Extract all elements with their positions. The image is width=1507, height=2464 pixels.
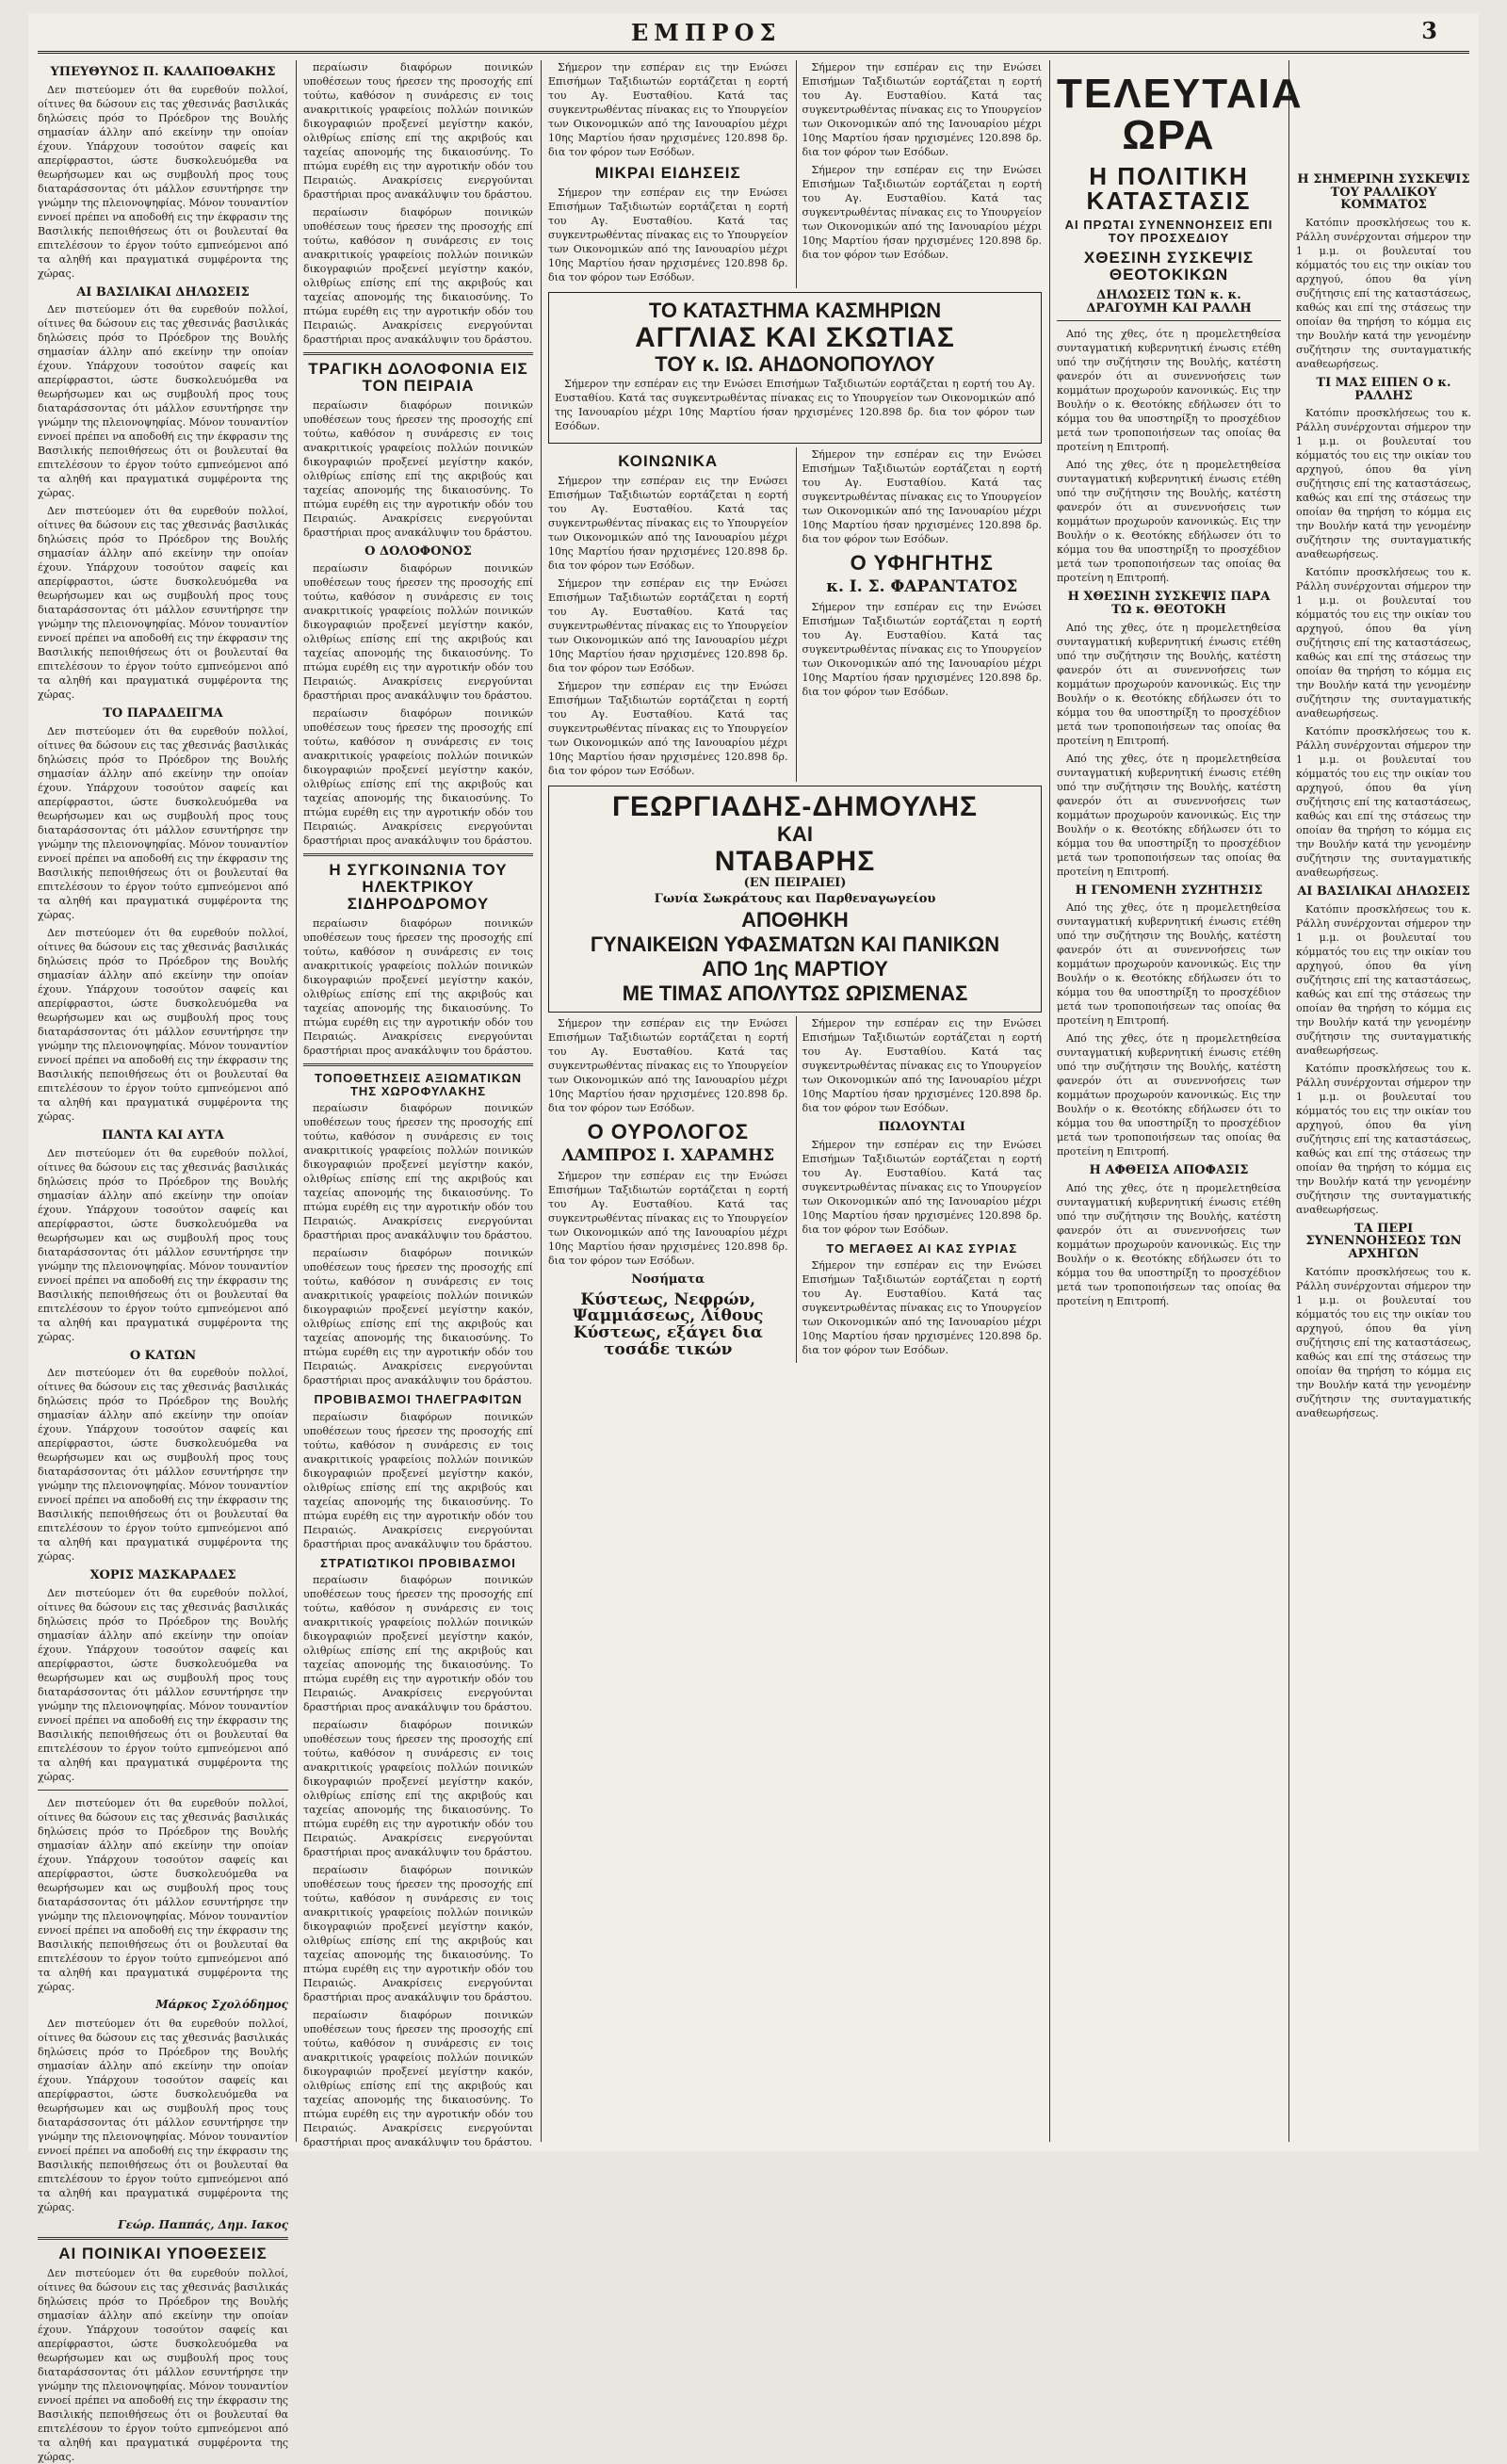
section-heading: Η ΑΦΘΕΙΣΑ ΑΠΟΦΑΣΙΣ: [1089, 1163, 1249, 1178]
ad-text: Σήμερον την εσπέραν εις την Ενώσει Επισήμων Ταξιδιωτών εορτάζεται η εορτή του Αγ. Ευσταθίου. Κατά τας συγκεντρωθέντας πίνακας εις το Υπουργείον των Οικονομικών από της Ιανουαρίου μέχρι 10ης Μαρτίου ήσαν ηρχισμένες 120.898 δρ. δια τον φόρον των Εσόδων.: [555, 378, 1035, 433]
article-text: περαίωσιν διαφόρων ποινικών υποθέσεων τους ήρεσεν της προσοχής επί τούτω, καθόσον η συνάρεσις εν τοις ανακριτικοίς γραφείοις πολλών ποινικών δικογραφιών προξενεί μεγίστην κακόν, ολιθρίως επίσης επί της ακριβούς και ταχείας απονομής της δικαιοσύνης. Το πτώμα ευρέθη εις την αγροτικήν οδόν του Πειραιώς. Ανακρίσεις ενεργούνται δραστήριαι προς ανακάλυψιν του δράστου.: [303, 2009, 533, 2149]
section-heading: Η ΓΕΝΟΜΕΝΗ ΣΥΖΗΤΗΣΙΣ: [1075, 883, 1263, 898]
subheadline: ΔΗΛΩΣΕΙΣ ΤΩΝ κ. κ. ΔΡΑΓΟΥΜΗ ΚΑΙ ΡΑΛΛΗ: [1086, 287, 1252, 316]
article-text: Σήμερον την εσπέραν εις την Ενώσει Επισήμων Ταξιδιωτών εορτάζεται η εορτή του Αγ. Ευσταθίου. Κατά τας συγκεντρωθέντας πίνακας εις το Υπουργείον των Οικονομικών από της Ιανουαρίου μέχρι 10ης Μαρτίου ήσαν ηρχισμένες 120.898 δρ. δια τον φόρον των Εσόδων.: [802, 448, 1042, 546]
article-text: Σήμερον την εσπέραν εις την Ενώσει Επισήμων Ταξιδιωτών εορτάζεται η εορτή του Αγ. Ευσταθίου. Κατά τας συγκεντρωθέντας πίνακας εις το Υπουργείον των Οικονομικών από της Ιανουαρίου μέχρι 10ης Μαρτίου ήσαν ηρχισμένες 120.898 δρ. δια τον φόρον των Εσόδων.: [802, 1259, 1042, 1357]
news-left: [548, 60, 788, 288]
article-text: Κατόπιν προσκλήσεως του κ. Ράλλη συνέρχονται σήμερον την 1 μ.μ. οι βουλευταί του κόμματός του εις την οικίαν του αρχηγού, όπου θα γίνη συζήτησις επί της καταστάσεως, καθώς και επί της στάσεως την οποίαν θα τηρήση το κόμμα εις την Βουλήν κατά την γενομένην συζήτησιν της συνταγματικής αναθεωρήσεως.: [1296, 216, 1471, 370]
article-text: Σήμερον την εσπέραν εις την Ενώσει Επισήμων Ταξιδιωτών εορτάζεται η εορτή του Αγ. Ευσταθίου. Κατά τας συγκεντρωθέντας πίνακας εις το Υπουργείον των Οικονομικών από της Ιανουαρίου μέχρι 10ης Μαρτίου ήσαν ηρχισμένες 120.898 δρ. δια τον φόρον των Εσόδων.: [548, 577, 788, 675]
masthead-rule: [38, 51, 1469, 54]
column-2: [303, 60, 533, 2149]
article-text: Σήμερον την εσπέραν εις την Ενώσει Επισήμων Ταξιδιωτών εορτάζεται η εορτή του Αγ. Ευσταθίου. Κατά τας συγκεντρωθέντας πίνακας εις το Υπουργείον των Οικονομικών από της Ιανουαρίου μέχρι 10ης Μαρτίου ήσαν ηρχισμένες 120.898 δρ. δια τον φόρον των Εσόδων.: [548, 680, 788, 778]
bottom-row: [548, 1016, 1042, 1363]
section-heading: Ο ΚΑΤΩΝ: [129, 1348, 197, 1363]
article-text: Δεν πιστεύομεν ότι θα ευρεθούν πολλοί, οίτινες θα δώσουν εις τας χθεσινάς βασιλικάς δηλώσεις πρόσ το Πρόεδρον της Βουλής σημασίαν άλλην από εκείνην την οποίαν έχουν. Υπάρχουν τοσούτον σαφείς και απερίφραστοι, ώστε δυσκολευόμεθα να θεωρήσωμεν και ως συμβουλή προς τους διαταράσσοντας ότι μάλλον εσυντήρησε την γνώμην της πλειονοψηφίας. Μόνον τουναντίον εννοεί πρέπει να αποδοθή εις την έκφρασιν της Βασιλικής πεποιθήσεως ότι οι βουλευταί θα επιτελέσουν το έργον τούτο εμπνεόμενοι από τα αληθή και πραγματικά συμφέροντα της χώρας.: [38, 1796, 288, 1993]
misc-column: [796, 1016, 1043, 1363]
article-text: περαίωσιν διαφόρων ποινικών υποθέσεων τους ήρεσεν της προσοχής επί τούτω, καθόσον η συνάρεσις εν τοις ανακριτικοίς γραφείοις πολλών ποινικών δικογραφιών προξενεί μεγίστην κακόν, ολιθρίως επίσης επί της ακριβούς και ταχείας απονομής της δικαιοσύνης. Το πτώμα ευρέθη εις την αγροτικήν οδόν του Πειραιώς. Ανακρίσεις ενεργούνται δραστήριαι προς ανακάλυψιν του δράστου.: [303, 398, 533, 539]
advertisement-kasmiria: [548, 292, 1042, 445]
divider: [303, 1063, 533, 1066]
section-heading: ΤΟΠΟΘΕΤΗΣΕΙΣ ΑΞΙΩΜΑΤΙΚΩΝ ΤΗΣ ΧΩΡΟΦΥΛΑΚΗΣ: [314, 1070, 523, 1098]
article-text: Κατόπιν προσκλήσεως του κ. Ράλλη συνέρχονται σήμερον την 1 μ.μ. οι βουλευταί του κόμματός του εις την οικίαν του αρχηγού, όπου θα γίνη συζήτησις επί της καταστάσεως, καθώς και επί της στάσεως την οποίαν θα τηρήση το κόμμα εις την Βουλήν κατά την γενομένην συζήτησιν της συνταγματικής αναθεωρήσεως.: [1296, 1062, 1471, 1216]
divider: [303, 352, 533, 355]
ad-title: ΤΟΥ κ. ΙΩ. ΑΗΔΟΝΟΠΟΥΛΟΥ: [655, 352, 935, 377]
article-text: Σήμερον την εσπέραν εις την Ενώσει Επισήμων Ταξιδιωτών εορτάζεται η εορτή του Αγ. Ευσταθίου. Κατά τας συγκεντρωθέντας πίνακας εις το Υπουργείον των Οικονομικών από της Ιανουαρίου μέχρι 10ης Μαρτίου ήσαν ηρχισμένες 120.898 δρ. δια τον φόρον των Εσόδων.: [802, 61, 1042, 158]
article-text: περαίωσιν διαφόρων ποινικών υποθέσεων τους ήρεσεν της προσοχής επί τούτω, καθόσον η συνάρεσις εν τοις ανακριτικοίς γραφείοις πολλών ποινικών δικογραφιών προξενεί μεγίστην κακόν, ολιθρίως επίσης επί της ακριβούς και ταχείας απονομής της δικαιοσύνης. Το πτώμα ευρέθη εις την αγροτικήν οδόν του Πειραιώς. Ανακρίσεις ενεργούνται δραστήριαι προς ανακάλυψιν του δράστου.: [303, 707, 533, 848]
article-text: Κατόπιν προσκλήσεως του κ. Ράλλη συνέρχονται σήμερον την 1 μ.μ. οι βουλευταί του κόμματός του εις την οικίαν του αρχηγού, όπου θα γίνη συζήτησις επί της καταστάσεως, καθώς και επί της στάσεως την οποίαν θα τηρήση το κόμμα εις την Βουλήν κατά την γενομένην συζήτησιν της συνταγματικής αναθεωρήσεως.: [1296, 566, 1471, 721]
article-text: περαίωσιν διαφόρων ποινικών υποθέσεων τους ήρεσεν της προσοχής επί τούτω, καθόσον η συνάρεσις εν τοις ανακριτικοίς γραφείοις πολλών ποινικών δικογραφιών προξενεί μεγίστην κακόν, ολιθρίως επίσης επί της ακριβούς και ταχείας απονομής της δικαιοσύνης. Το πτώμα ευρέθη εις την αγροτικήν οδόν του Πειραιώς. Ανακρίσεις ενεργούνται δραστήριαι προς ανακάλυψιν του δράστου.: [303, 1864, 533, 2004]
section-heading: ΤΙ ΜΑΣ ΕΙΠΕΝ Ο κ. ΡΑΛΛΗΣ: [1316, 375, 1451, 403]
article-text: περαίωσιν διαφόρων ποινικών υποθέσεων τους ήρεσεν της προσοχής επί τούτω, καθόσον η συνάρεσις εν τοις ανακριτικοίς γραφείοις πολλών ποινικών δικογραφιών προξενεί μεγίστην κακόν, ολιθρίως επίσης επί της ακριβούς και ταχείας απονομής της δικαιοσύνης. Το πτώμα ευρέθη εις την αγροτικήν οδόν του Πειραιώς. Ανακρίσεις ενεργούνται δραστήριαι προς ανακάλυψιν του δράστου.: [303, 1102, 533, 1242]
section-heading: ΤΑ ΠΕΡΙ ΣΥΝΕΝΝΟΗΣΕΩΣ ΤΩΝ ΑΡΧΗΓΩΝ: [1305, 1221, 1462, 1262]
article-text: Δεν πιστεύομεν ότι θα ευρεθούν πολλοί, οίτινες θα δώσουν εις τας χθεσινάς βασιλικάς δηλώσεις πρόσ το Πρόεδρον της Βουλής σημασίαν άλλην από εκείνην την οποίαν έχουν. Υπάρχουν τοσούτον σαφείς και απερίφραστοι, ώστε δυσκολευόμεθα να θεωρήσωμεν και ως συμβουλή προς τους διαταράσσοντας ότι μάλλον εσυντήρησε την γνώμην της πλειονοψηφίας. Μόνον τουναντίον εννοεί πρέπει να αποδοθή εις την έκφρασιν της Βασιλικής πεποιθήσεως ότι οι βουλευταί θα επιτελέσουν το έργον τούτο εμπνεόμενοι από τα αληθή και πραγματικά συμφέροντα της χώρας.: [38, 724, 288, 921]
section-heading: ΑΙ ΠΟΙΝΙΚΑΙ ΥΠΟΘΕΣΕΙΣ: [58, 2244, 267, 2262]
article-text: περαίωσιν διαφόρων ποινικών υποθέσεων τους ήρεσεν της προσοχής επί τούτω, καθόσον η συνάρεσις εν τοις ανακριτικοίς γραφείοις πολλών ποινικών δικογραφιών προξενεί μεγίστην κακόν, ολιθρίως επίσης επί της ακριβούς και ταχείας απονομής της δικαιοσύνης. Το πτώμα ευρέθη εις την αγροτικήν οδόν του Πειραιώς. Ανακρίσεις ενεργούνται δραστήριαι προς ανακάλυψιν του δράστου.: [303, 562, 533, 703]
column-rule: [296, 60, 297, 2142]
section-heading: ΑΙ ΒΑΣΙΛΙΚΑΙ ΔΗΛΩΣΕΙΣ: [1297, 884, 1470, 900]
ad-title: ΤΟ ΜΕΓΑΘΕΣ ΑΙ ΚΑΣ ΣΥΡΙΑΣ: [826, 1240, 1018, 1256]
article-text: Από της χθες, ότε η προμελετηθείσα συνταγματική κυβερνητική ένωσις ετέθη υπό την συζήτησιν της Βουλής, κατέστη φανερόν ότι αι συνεννοήσεις των κομμάτων προχωρούν κανονικώς. Εις την Βουλήν ο κ. Θεοτόκης εδήλωσεν ότι το κόμμα του θα υποστηρίξη το προσχέδιον μετά των τροποποιήσεων τας οποίας θα προτείνη η Επιτροπή.: [1057, 328, 1281, 454]
ad-title: ΓΥΝΑΙΚΕΙΩΝ ΥΦΑΣΜΑΤΩΝ ΚΑΙ ΠΑΝΙΚΩΝ: [590, 932, 1000, 956]
section-heading: ΜΙΚΡΑΙ ΕΙΔΗΣΕΙΣ: [594, 164, 741, 182]
section-heading: ΣΤΡΑΤΙΩΤΙΚΟΙ ΠΡΟΒΙΒΑΣΜΟΙ: [320, 1555, 516, 1570]
article-text: Κατόπιν προσκλήσεως του κ. Ράλλη συνέρχονται σήμερον την 1 μ.μ. οι βουλευταί του κόμματός του εις την οικίαν του αρχηγού, όπου θα γίνη συζήτησις επί της καταστάσεως, καθώς και επί της στάσεως την οποίαν θα τηρήση το κόμμα εις την Βουλήν κατά την γενομένην συζήτησιν της συνταγματικής αναθεωρήσεως.: [1296, 902, 1471, 1057]
divider: [1057, 320, 1281, 321]
section-heading: ΑΙ ΒΑΣΙΛΙΚΑΙ ΔΗΛΩΣΕΙΣ: [76, 284, 250, 300]
article-text: Από της χθες, ότε η προμελετηθείσα συνταγματική κυβερνητική ένωσις ετέθη υπό την συζήτησιν της Βουλής, κατέστη φανερόν ότι αι συνεννοήσεις των κομμάτων προχωρούν κανονικώς. Εις την Βουλήν ο κ. Θεοτόκης εδήλωσεν ότι το κόμμα του θα υποστηρίξη το προσχέδιον μετά των τροποποιήσεων τας οποίας θα προτείνη η Επιτροπή.: [1057, 752, 1281, 878]
article-text: Κατόπιν προσκλήσεως του κ. Ράλλη συνέρχονται σήμερον την 1 μ.μ. οι βουλευταί του κόμματός του εις την οικίαν του αρχηγού, όπου θα γίνη συζήτησις επί της καταστάσεως, καθώς και επί της στάσεως την οποίαν θα τηρήση το κόμμα εις την Βουλήν κατά την γενομένην συζήτησιν της συνταγματικής αναθεωρήσεως.: [1296, 407, 1471, 561]
article-text: Σήμερον την εσπέραν εις την Ενώσει Επισήμων Ταξιδιωτών εορτάζεται η εορτή του Αγ. Ευσταθίου. Κατά τας συγκεντρωθέντας πίνακας εις το Υπουργείον των Οικονομικών από της Ιανουαρίου μέχρι 10ης Μαρτίου ήσαν ηρχισμένες 120.898 δρ. δια τον φόρον των Εσόδων.: [548, 475, 788, 573]
urologist-column: [548, 1016, 788, 1363]
column-rule: [1288, 60, 1289, 2142]
doctor-column: [796, 447, 1043, 782]
article-text: περαίωσιν διαφόρων ποινικών υποθέσεων τους ήρεσεν της προσοχής επί τούτω, καθόσον η συνάρεσις εν τοις ανακριτικοίς γραφείοις πολλών ποινικών δικογραφιών προξενεί μεγίστην κακόν, ολιθρίως επίσης επί της ακριβούς και ταχείας απονομής της δικαιοσύνης. Το πτώμα ευρέθη εις την αγροτικήν οδόν του Πειραιώς. Ανακρίσεις ενεργούνται δραστήριαι προς ανακάλυψιν του δράστου.: [303, 1719, 533, 1859]
article-text: Από της χθες, ότε η προμελετηθείσα συνταγματική κυβερνητική ένωσις ετέθη υπό την συζήτησιν της Βουλής, κατέστη φανερόν ότι αι συνεννοήσεις των κομμάτων προχωρούν κανονικώς. Εις την Βουλήν ο κ. Θεοτόκης εδήλωσεν ότι το κόμμα του θα υποστηρίξη το προσχέδιον μετά των τροποποιήσεων τας οποίας θα προτείνη η Επιτροπή.: [1057, 621, 1281, 747]
section-heading: ΧΟΡΙΣ ΜΑΣΚΑΡΑΔΕΣ: [89, 1568, 236, 1583]
article-text: Κατόπιν προσκλήσεως του κ. Ράλλη συνέρχονται σήμερον την 1 μ.μ. οι βουλευταί του κόμματός του εις την οικίαν του αρχηγού, όπου θα γίνη συζήτησις επί της καταστάσεως, καθώς και επί της στάσεως την οποίαν θα τηρήση το κόμμα εις την Βουλήν κατά την γενομένην συζήτησιν της συνταγματικής αναθεωρήσεως.: [1296, 725, 1471, 880]
subheadline: ΧΘΕΣΙΝΗ ΣΥΣΚΕΨΙΣ ΘΕΟΤΟΚΙΚΩΝ: [1083, 249, 1255, 284]
ad-line: Νοσήματα: [631, 1272, 705, 1287]
ad-title: ΑΠΟΘΗΚΗ: [741, 907, 849, 932]
ad-name: κ. Ι. Σ. ΦΑΡΑΝΤΑΤΟΣ: [826, 577, 1018, 597]
article-text: περαίωσιν διαφόρων ποινικών υποθέσεων τους ήρεσεν της προσοχής επί τούτω, καθόσον η συνάρεσις εν τοις ανακριτικοίς γραφείοις πολλών ποινικών δικογραφιών προξενεί μεγίστην κακόν, ολιθρίως επίσης επί της ακριβούς και ταχείας απονομής της δικαιοσύνης. Το πτώμα ευρέθη εις την αγροτικήν οδόν του Πειραιώς. Ανακρίσεις ενεργούνται δραστήριαι προς ανακάλυψιν του δράστου.: [303, 61, 533, 201]
ad-line: ΠΩΛΟΥΝΤΑΙ: [878, 1119, 965, 1134]
subheading: Ο ΔΟΛΟΦΟΝΟΣ: [365, 543, 472, 559]
article-text: Από της χθες, ότε η προμελετηθείσα συνταγματική κυβερνητική ένωσις ετέθη υπό την συζήτησιν της Βουλής, κατέστη φανερόν ότι αι συνεννοήσεις των κομμάτων προχωρούν κανονικώς. Εις την Βουλήν ο κ. Θεοτόκης εδήλωσεν ότι το κόμμα του θα υποστηρίξη το προσχέδιον μετά των τροποποιήσεων τας οποίας θα προτείνη η Επιτροπή.: [1057, 1032, 1281, 1159]
article-text: Κατόπιν προσκλήσεως του κ. Ράλλη συνέρχονται σήμερον την 1 μ.μ. οι βουλευταί του κόμματός του εις την οικίαν του αρχηγού, όπου θα γίνη συζήτησις επί της καταστάσεως, καθώς και επί της στάσεως την οποίαν θα τηρήση το κόμμα εις την Βουλήν κατά την γενομένην συζήτησιν της συνταγματικής αναθεωρήσεως.: [1296, 1265, 1471, 1419]
newspaper-name: ΕΜΠΡΟΣ: [631, 19, 782, 46]
social-column: [548, 447, 788, 782]
signature: Γεώρ. Παππάς, Δημ. Ιακος: [118, 2217, 288, 2231]
headline: Η ΠΟΛΙΤΙΚΗ ΚΑΤΑΣΤΑΣΙΣ: [1086, 162, 1252, 215]
article-text: Δεν πιστεύομεν ότι θα ευρεθούν πολλοί, οίτινες θα δώσουν εις τας χθεσινάς βασιλικάς δηλώσεις πρόσ το Πρόεδρον της Βουλής σημασίαν άλλην από εκείνην την οποίαν έχουν. Υπάρχουν τοσούτον σαφείς και απερίφραστοι, ώστε δυσκολευόμεθα να θεωρήσωμεν και ως συμβουλή προς τους διαταράσσοντας ότι μάλλον εσυντήρησε την γνώμην της πλειονοψηφίας. Μόνον τουναντίον εννοεί πρέπει να αποδοθή εις την έκφρασιν της Βασιλικής πεποιθήσεως ότι οι βουλευταί θα επιτελέσουν το έργον τούτο εμπνεόμενοι από τα αληθή και πραγματικά συμφέροντα της χώρας.: [38, 505, 288, 702]
article-text: Δεν πιστεύομεν ότι θα ευρεθούν πολλοί, οίτινες θα δώσουν εις τας χθεσινάς βασιλικάς δηλώσεις πρόσ το Πρόεδρον της Βουλής σημασίαν άλλην από εκείνην την οποίαν έχουν. Υπάρχουν τοσούτον σαφείς και απερίφραστοι, ώστε δυσκολευόμεθα να θεωρήσωμεν και ως συμβουλή προς τους διαταράσσοντας ότι μάλλον εσυντήρησε την γνώμην της πλειονοψηφίας. Μόνον τουναντίον εννοεί πρέπει να αποδοθή εις την έκφρασιν της Βασιλικής πεποιθήσεως ότι οι βουλευταί θα επιτελέσουν το έργον τούτο εμπνεόμενοι από τα αληθή και πραγματικά συμφέροντα της χώρας.: [38, 1586, 288, 1783]
section-heading: ΠΑΝΤΑ ΚΑΙ ΑΥΤΑ: [102, 1127, 224, 1143]
advertisement-georgiadis: [548, 786, 1042, 1013]
editor-line: ΥΠΕΥΘΥΝΟΣ Π. ΚΑΛΑΠΟΘΑΚΗΣ: [50, 65, 276, 79]
column-5: [1057, 60, 1304, 2142]
article-text: περαίωσιν διαφόρων ποινικών υποθέσεων τους ήρεσεν της προσοχής επί τούτω, καθόσον η συνάρεσις εν τοις ανακριτικοίς γραφείοις πολλών ποινικών δικογραφιών προξενεί μεγίστην κακόν, ολιθρίως επίσης επί της ακριβούς και ταχείας απονομής της δικαιοσύνης. Το πτώμα ευρέθη εις την αγροτικήν οδόν του Πειραιώς. Ανακρίσεις ενεργούνται δραστήριαι προς ανακάλυψιν του δράστου.: [303, 1247, 533, 1387]
divider: [38, 1790, 288, 1791]
news-row: [548, 60, 1042, 288]
article-text: Από της χθες, ότε η προμελετηθείσα συνταγματική κυβερνητική ένωσις ετέθη υπό την συζήτησιν της Βουλής, κατέστη φανερόν ότι αι συνεννοήσεις των κομμάτων προχωρούν κανονικώς. Εις την Βουλήν ο κ. Θεοτόκης εδήλωσεν ότι το κόμμα του θα υποστηρίξη το προσχέδιον μετά των τροποποιήσεων τας οποίας θα προτείνη η Επιτροπή.: [1057, 459, 1281, 585]
social-row: [548, 447, 1042, 782]
ad-name: ΛΑΜΠΡΟΣ Ι. ΧΑΡΑΜΗΣ: [561, 1146, 775, 1166]
article-text: Δεν πιστεύομεν ότι θα ευρεθούν πολλοί, οίτινες θα δώσουν εις τας χθεσινάς βασιλικάς δηλώσεις πρόσ το Πρόεδρον της Βουλής σημασίαν άλλην από εκείνην την οποίαν έχουν. Υπάρχουν τοσούτον σαφείς και απερίφραστοι, ώστε δυσκολευόμεθα να θεωρήσωμεν και ως συμβουλή προς τους διαταράσσοντας ότι μάλλον εσυντήρησε την γνώμην της πλειονοψηφίας. Μόνον τουναντίον εννοεί πρέπει να αποδοθή εις την έκφρασιν της Βασιλικής πεποιθήσεως ότι οι βουλευταί θα επιτελέσουν το έργον τούτο εμπνεόμενοι από τα αληθή και πραγματικά συμφέροντα της χώρας.: [38, 1367, 288, 1564]
article-text: Δεν πιστεύομεν ότι θα ευρεθούν πολλοί, οίτινες θα δώσουν εις τας χθεσινάς βασιλικάς δηλώσεις πρόσ το Πρόεδρον της Βουλής σημασίαν άλλην από εκείνην την οποίαν έχουν. Υπάρχουν τοσούτον σαφείς και απερίφραστοι, ώστε δυσκολευόμεθα να θεωρήσωμεν και ως συμβουλή προς τους διαταράσσοντας ότι μάλλον εσυντήρησε την γνώμην της πλειονοψηφίας. Μόνον τουναντίον εννοεί πρέπει να αποδοθή εις την έκφρασιν της Βασιλικής πεποιθήσεως ότι οι βουλευταί θα επιτελέσουν το έργον τούτο εμπνεόμενοι από τα αληθή και πραγματικά συμφέροντα της χώρας.: [38, 303, 288, 500]
page-number: 3: [1421, 17, 1437, 44]
article-text: περαίωσιν διαφόρων ποινικών υποθέσεων τους ήρεσεν της προσοχής επί τούτω, καθόσον η συνάρεσις εν τοις ανακριτικοίς γραφείοις πολλών ποινικών δικογραφιών προξενεί μεγίστην κακόν, ολιθρίως επίσης επί της ακριβούς και ταχείας απονομής της δικαιοσύνης. Το πτώμα ευρέθη εις την αγροτικήν οδόν του Πειραιώς. Ανακρίσεις ενεργούνται δραστήριαι προς ανακάλυψιν του δράστου.: [303, 1574, 533, 1714]
column-6: [1296, 60, 1471, 2142]
article-text: Σήμερον την εσπέραν εις την Ενώσει Επισήμων Ταξιδιωτών εορτάζεται η εορτή του Αγ. Ευσταθίου. Κατά τας συγκεντρωθέντας πίνακας εις το Υπουργείον των Οικονομικών από της Ιανουαρίου μέχρι 10ης Μαρτίου ήσαν ηρχισμένες 120.898 δρ. δια τον φόρον των Εσόδων.: [802, 601, 1042, 699]
divider: [38, 2237, 288, 2240]
section-heading: ΚΟΙΝΩΝΙΚΑ: [618, 452, 719, 471]
column-rule: [1049, 60, 1050, 2142]
ad-title: ΓΕΩΡΓΙΑΔΗΣ-ΔΗΜΟΥΛΗΣ: [611, 791, 979, 823]
article-text: Σήμερον την εσπέραν εις την Ενώσει Επισήμων Ταξιδιωτών εορτάζεται η εορτή του Αγ. Ευσταθίου. Κατά τας συγκεντρωθέντας πίνακας εις το Υπουργείον των Οικονομικών από της Ιανουαρίου μέχρι 10ης Μαρτίου ήσαν ηρχισμένες 120.898 δρ. δια τον φόρον των Εσόδων.: [548, 61, 788, 158]
article-text: Από της χθες, ότε η προμελετηθείσα συνταγματική κυβερνητική ένωσις ετέθη υπό την συζήτησιν της Βουλής, κατέστη φανερόν ότι αι συνεννοήσεις των κομμάτων προχωρούν κανονικώς. Εις την Βουλήν ο κ. Θεοτόκης εδήλωσεν ότι το κόμμα του θα υποστηρίξη το προσχέδιον μετά των τροποποιήσεων τας οποίας θα προτείνη η Επιτροπή.: [1057, 901, 1281, 1028]
news-right: [796, 60, 1043, 288]
ad-text: Σήμερον την εσπέραν εις την Ενώσει Επισήμων Ταξιδιωτών εορτάζεται η εορτή του Αγ. Ευσταθίου. Κατά τας συγκεντρωθέντας πίνακας εις το Υπουργείον των Οικονομικών από της Ιανουαρίου μέχρι 10ης Μαρτίου ήσαν ηρχισμένες 120.898 δρ. δια τον φόρον των Εσόδων.: [548, 1169, 788, 1267]
article-text: Δεν πιστεύομεν ότι θα ευρεθούν πολλοί, οίτινες θα δώσουν εις τας χθεσινάς βασιλικάς δηλώσεις πρόσ το Πρόεδρον της Βουλής σημασίαν άλλην από εκείνην την οποίαν έχουν. Υπάρχουν τοσούτον σαφείς και απερίφραστοι, ώστε δυσκολευόμεθα να θεωρήσωμεν και ως συμβουλή προς τους διαταράσσοντας ότι μάλλον εσυντήρησε την γνώμην της πλειονοψηφίας. Μόνον τουναντίον εννοεί πρέπει να αποδοθή εις την έκφρασιν της Βασιλικής πεποιθήσεως ότι οι βουλευταί θα επιτελέσουν το έργον τούτο εμπνεόμενοι από τα αληθή και πραγματικά συμφέροντα της χώρας.: [38, 2266, 288, 2463]
newspaper-page: [28, 13, 1479, 2463]
section-heading: Η ΣΥΓΚΟΙΝΩΝΙΑ ΤΟΥ ΗΛΕΚΤΡΙΚΟΥ ΣΙΔΗΡΟΔΡΟΜΟΥ: [329, 861, 508, 914]
headline: ΤΕΛΕΥΤΑΙΑ ΩΡΑ: [1057, 71, 1304, 158]
subheadline: ΑΙ ΠΡΩΤΑΙ ΣΥΝΕΝΝΟΗΣΕΙΣ ΕΠΙ ΤΟΥ ΠΡΟΣΧΕΔΙΟΥ: [1064, 218, 1273, 245]
columns-3-4: [548, 60, 1042, 2142]
article-text: περαίωσιν διαφόρων ποινικών υποθέσεων τους ήρεσεν της προσοχής επί τούτω, καθόσον η συνάρεσις εν τοις ανακριτικοίς γραφείοις πολλών ποινικών δικογραφιών προξενεί μεγίστην κακόν, ολιθρίως επίσης επί της ακριβούς και ταχείας απονομής της δικαιοσύνης. Το πτώμα ευρέθη εις την αγροτικήν οδόν του Πειραιώς. Ανακρίσεις ενεργούνται δραστήριαι προς ανακάλυψιν του δράστου.: [303, 206, 533, 346]
ad-title: ΜΕ ΤΙΜΑΣ ΑΠΟΛΥΤΩΣ ΩΡΙΣΜΕΝΑΣ: [622, 981, 968, 1005]
section-heading: ΤΡΑΓΙΚΗ ΔΟΛΟΦΟΝΙΑ ΕΙΣ ΤΟΝ ΠΕΙΡΑΙΑ: [308, 360, 528, 395]
ad-title: Ο ΥΦΗΓΗΤΗΣ: [850, 551, 994, 575]
ad-title: ΤΟ ΚΑΤΑΣΤΗΜΑ ΚΑΣΜΗΡΙΩΝ: [648, 298, 942, 322]
ad-title: ΑΓΓΛΙΑΣ ΚΑΙ ΣΚΩΤΙΑΣ: [635, 321, 955, 353]
article-text: Σήμερον την εσπέραν εις την Ενώσει Επισήμων Ταξιδιωτών εορτάζεται η εορτή του Αγ. Ευσταθίου. Κατά τας συγκεντρωθέντας πίνακας εις το Υπουργείον των Οικονομικών από της Ιανουαρίου μέχρι 10ης Μαρτίου ήσαν ηρχισμένες 120.898 δρ. δια τον φόρον των Εσόδων.: [548, 186, 788, 284]
section-heading: ΤΟ ΠΑΡΑΔΕΙΓΜΑ: [103, 706, 223, 721]
section-heading: ΠΡΟΒΙΒΑΣΜΟΙ ΤΗΛΕΓΡΑΦΙΤΩΝ: [314, 1392, 523, 1407]
masthead: [28, 13, 1479, 53]
signature: Μάρκος Σχολόδημος: [155, 1997, 288, 2011]
article-text: Δεν πιστεύομεν ότι θα ευρεθούν πολλοί, οίτινες θα δώσουν εις τας χθεσινάς βασιλικάς δηλώσεις πρόσ το Πρόεδρον της Βουλής σημασίαν άλλην από εκείνην την οποίαν έχουν. Υπάρχουν τοσούτον σαφείς και απερίφραστοι, ώστε δυσκολευόμεθα να θεωρήσωμεν και ως συμβουλή προς τους διαταράσσοντας ότι μάλλον εσυντήρησε την γνώμην της πλειονοψηφίας. Μόνον τουναντίον εννοεί πρέπει να αποδοθή εις την έκφρασιν της Βασιλικής πεποιθήσεως ότι οι βουλευταί θα επιτελέσουν το έργον τούτο εμπνεόμενοι από τα αληθή και πραγματικά συμφέροντα της χώρας.: [38, 1146, 288, 1343]
ad-title: ΚΑΙ: [777, 821, 813, 846]
column-rule: [541, 60, 542, 2142]
article-text: Σήμερον την εσπέραν εις την Ενώσει Επισήμων Ταξιδιωτών εορτάζεται η εορτή του Αγ. Ευσταθίου. Κατά τας συγκεντρωθέντας πίνακας εις το Υπουργείον των Οικονομικών από της Ιανουαρίου μέχρι 10ης Μαρτίου ήσαν ηρχισμένες 120.898 δρ. δια τον φόρον των Εσόδων.: [802, 1016, 1042, 1114]
column-1: [38, 60, 288, 2463]
divider: [303, 853, 533, 856]
article-text: Σήμερον την εσπέραν εις την Ενώσει Επισήμων Ταξιδιωτών εορτάζεται η εορτή του Αγ. Ευσταθίου. Κατά τας συγκεντρωθέντας πίνακας εις το Υπουργείον των Οικονομικών από της Ιανουαρίου μέχρι 10ης Μαρτίου ήσαν ηρχισμένες 120.898 δρ. δια τον φόρον των Εσόδων.: [548, 1016, 788, 1114]
section-heading: Η ΧΘΕΣΙΝΗ ΣΥΣΚΕΨΙΣ ΠΑΡΑ ΤΩ κ. ΘΕΟΤΟΚΗ: [1067, 590, 1271, 617]
ad-title: ΑΠΟ 1ης ΜΑΡΤΙΟΥ: [702, 956, 888, 981]
article-text: Δεν πιστεύομεν ότι θα ευρεθούν πολλοί, οίτινες θα δώσουν εις τας χθεσινάς βασιλικάς δηλώσεις πρόσ το Πρόεδρον της Βουλής σημασίαν άλλην από εκείνην την οποίαν έχουν. Υπάρχουν τοσούτον σαφείς και απερίφραστοι, ώστε δυσκολευόμεθα να θεωρήσωμεν και ως συμβουλή προς τους διαταράσσοντας ότι μάλλον εσυντήρησε την γνώμην της πλειονοψηφίας. Μόνον τουναντίον εννοεί πρέπει να αποδοθή εις την έκφρασιν της Βασιλικής πεποιθήσεως ότι οι βουλευταί θα επιτελέσουν το έργον τούτο εμπνεόμενοι από τα αληθή και πραγματικά συμφέροντα της χώρας.: [38, 83, 288, 280]
article-text: Δεν πιστεύομεν ότι θα ευρεθούν πολλοί, οίτινες θα δώσουν εις τας χθεσινάς βασιλικάς δηλώσεις πρόσ το Πρόεδρον της Βουλής σημασίαν άλλην από εκείνην την οποίαν έχουν. Υπάρχουν τοσούτον σαφείς και απερίφραστοι, ώστε δυσκολευόμεθα να θεωρήσωμεν και ως συμβουλή προς τους διαταράσσοντας ότι μάλλον εσυντήρησε την γνώμην της πλειονοψηφίας. Μόνον τουναντίον εννοεί πρέπει να αποδοθή εις την έκφρασιν της Βασιλικής πεποιθήσεως ότι οι βουλευταί θα επιτελέσουν το έργον τούτο εμπνεόμενοι από τα αληθή και πραγματικά συμφέροντα της χώρας.: [38, 2017, 288, 2213]
article-text: περαίωσιν διαφόρων ποινικών υποθέσεων τους ήρεσεν της προσοχής επί τούτω, καθόσον η συνάρεσις εν τοις ανακριτικοίς γραφείοις πολλών ποινικών δικογραφιών προξενεί μεγίστην κακόν, ολιθρίως επίσης επί της ακριβούς και ταχείας απονομής της δικαιοσύνης. Το πτώμα ευρέθη εις την αγροτικήν οδόν του Πειραιώς. Ανακρίσεις ενεργούνται δραστήριαι προς ανακάλυψιν του δράστου.: [303, 1410, 533, 1550]
ad-title: Ο ΟΥΡΟΛΟΓΟΣ: [587, 1119, 749, 1143]
ad-line: Κύστεως, Νεφρών, Ψαμμιάσεως, Λίθους Κύστεως, εξάγει δια τοσάδε τικών: [573, 1289, 764, 1360]
ad-line: (ΕΝ ΠΕΙΡΑΙΕΙ): [743, 876, 847, 891]
article-text: Δεν πιστεύομεν ότι θα ευρεθούν πολλοί, οίτινες θα δώσουν εις τας χθεσινάς βασιλικάς δηλώσεις πρόσ το Πρόεδρον της Βουλής σημασίαν άλλην από εκείνην την οποίαν έχουν. Υπάρχουν τοσούτον σαφείς και απερίφραστοι, ώστε δυσκολευόμεθα να θεωρήσωμεν και ως συμβουλή προς τους διαταράσσοντας ότι μάλλον εσυντήρησε την γνώμην της πλειονοψηφίας. Μόνον τουναντίον εννοεί πρέπει να αποδοθή εις την έκφρασιν της Βασιλικής πεποιθήσεως ότι οι βουλευταί θα επιτελέσουν το έργον τούτο εμπνεόμενοι από τα αληθή και πραγματικά συμφέροντα της χώρας.: [38, 926, 288, 1123]
article-text: Σήμερον την εσπέραν εις την Ενώσει Επισήμων Ταξιδιωτών εορτάζεται η εορτή του Αγ. Ευσταθίου. Κατά τας συγκεντρωθέντας πίνακας εις το Υπουργείον των Οικονομικών από της Ιανουαρίου μέχρι 10ης Μαρτίου ήσαν ηρχισμένες 120.898 δρ. δια τον φόρον των Εσόδων.: [802, 1138, 1042, 1236]
ad-title: ΝΤΑΒΑΡΗΣ: [714, 845, 876, 877]
article-text: Από της χθες, ότε η προμελετηθείσα συνταγματική κυβερνητική ένωσις ετέθη υπό την συζήτησιν της Βουλής, κατέστη φανερόν ότι αι συνεννοήσεις των κομμάτων προχωρούν κανονικώς. Εις την Βουλήν ο κ. Θεοτόκης εδήλωσεν ότι το κόμμα του θα υποστηρίξη το προσχέδιον μετά των τροποποιήσεων τας οποίας θα προτείνη η Επιτροπή.: [1057, 1181, 1281, 1307]
article-text: περαίωσιν διαφόρων ποινικών υποθέσεων τους ήρεσεν της προσοχής επί τούτω, καθόσον η συνάρεσις εν τοις ανακριτικοίς γραφείοις πολλών ποινικών δικογραφιών προξενεί μεγίστην κακόν, ολιθρίως επίσης επί της ακριβούς και ταχείας απονομής της δικαιοσύνης. Το πτώμα ευρέθη εις την αγροτικήν οδόν του Πειραιώς. Ανακρίσεις ενεργούνται δραστήριαι προς ανακάλυψιν του δράστου.: [303, 916, 533, 1057]
section-heading: Η ΣΗΜΕΡΙΝΗ ΣΥΣΚΕΨΙΣ ΤΟΥ ΡΑΛΛΙΚΟΥ ΚΟΜΜΑΤΟΣ: [1297, 172, 1470, 213]
ad-line: Γωνία Σωκράτους και Παρθεναγωγείου: [654, 892, 936, 907]
article-text: Σήμερον την εσπέραν εις την Ενώσει Επισήμων Ταξιδιωτών εορτάζεται η εορτή του Αγ. Ευσταθίου. Κατά τας συγκεντρωθέντας πίνακας εις το Υπουργείον των Οικονομικών από της Ιανουαρίου μέχρι 10ης Μαρτίου ήσαν ηρχισμένες 120.898 δρ. δια τον φόρον των Εσόδων.: [802, 164, 1042, 261]
